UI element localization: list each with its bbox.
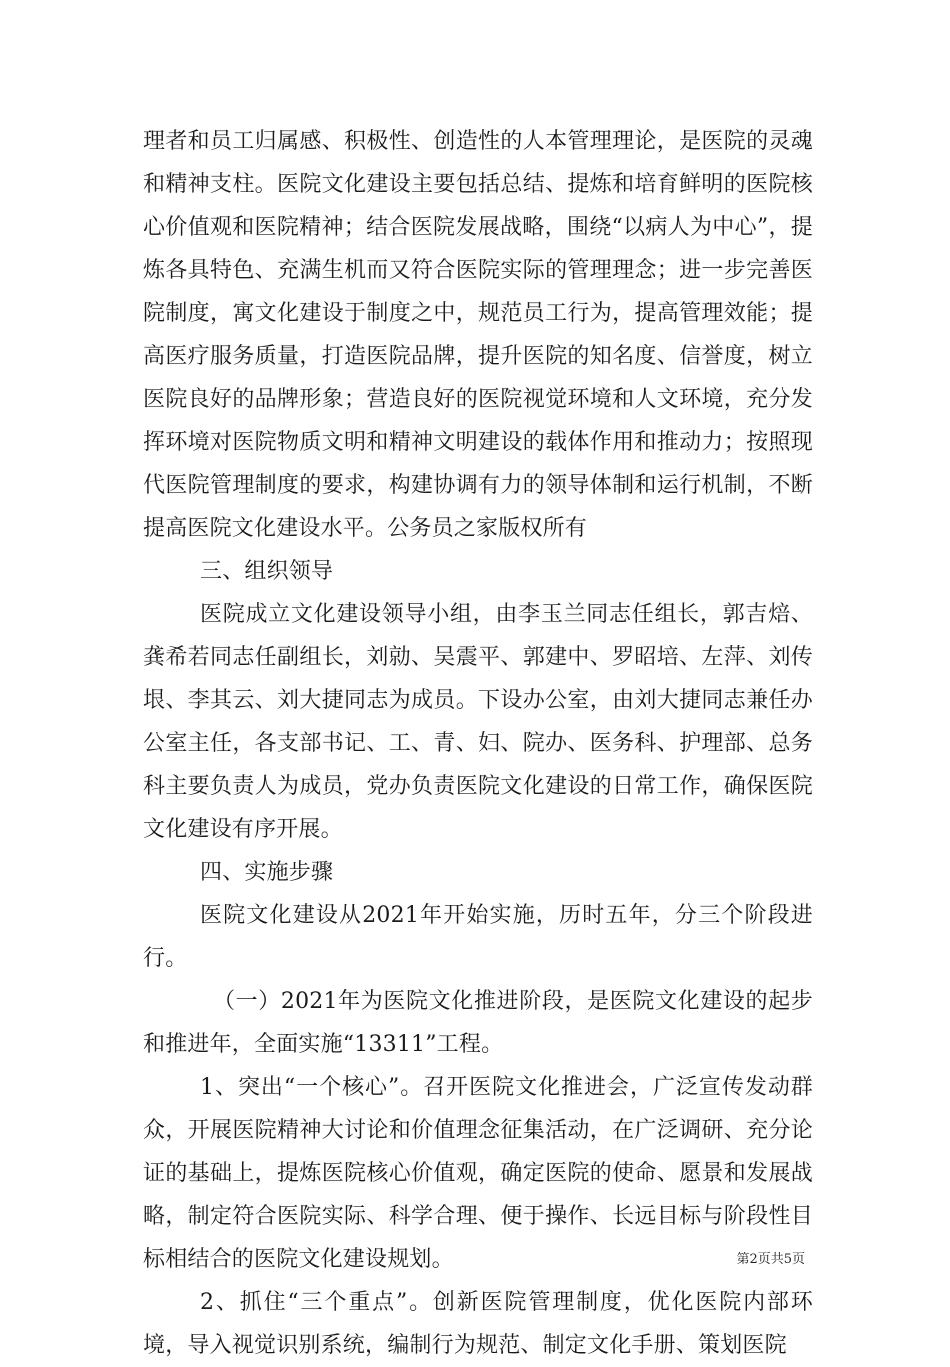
section-heading-steps: 四、实施步骤 [200, 860, 334, 885]
page-number: 第2页共5页 [736, 1252, 805, 1267]
paragraph-steps-intro: 医院文化建设从2021年开始实施，历时五年，分三个阶段进行。 [143, 903, 813, 971]
paragraph-phase-one: （一）2021年为医院文化推进阶段，是医院文化建设的起步和推进年，全面实施“13311”工程。 [143, 989, 813, 1057]
paragraph-item-one: 1、突出“一个核心”。召开医院文化推进会，广泛宣传发动群众，开展医院精神大讨论和价值理念征集活动，在广泛调研、充分论证的基础上，提炼医院核心价值观，确定医院的使命、愿景和发展战略，制定符合医院实际、科学合理、便于操作、长远目标与阶段性目标相结合的医院文化建设规划。 [143, 1075, 813, 1272]
document-body [143, 120, 813, 1367]
paragraph-item-two: 2、抓住“三个重点”。创新医院管理制度，优化医院内部环境，导入视觉识别系统，编制行为规范、制定文化手册、策划医院 [143, 1290, 813, 1358]
paragraph-organization: 医院成立文化建设领导小组，由李玉兰同志任组长，郭吉焙、龚希若同志任副组长，刘勍、吴震平、郭建中、罗昭培、左萍、刘传垠、李其云、刘大捷同志为成员。下设办公室，由刘大捷同志兼任办公室主任，各支部书记、工、青、妇、院办、医务科、护理部、总务科主要负责人为成员，党办负责医院文化建设的日常工作，确保医院文化建设有序开展。 [143, 602, 813, 842]
section-heading-organization: 三、组织领导 [200, 559, 334, 584]
paragraph-continued: 理者和员工归属感、积极性、创造性的人本管理理论，是医院的灵魂和精神支柱。医院文化建设主要包括总结、提炼和培育鲜明的医院核心价值观和医院精神；结合医院发展战略，围绕“以病人为中心”，提炼各具特色、充满生机而又符合医院实际的管理理念；进一步完善医院制度，寓文化建设于制度之中，规范员工行为，提高管理效能；提高医疗服务质量，打造医院品牌，提升医院的知名度、信誉度，树立医院良好的品牌形象；营造良好的医院视觉环境和人文环境，充分发挥环境对医院物质文明和精神文明建设的载体作用和推动力；按照现代医院管理制度的要求，构建协调有力的领导体制和运行机制，不断提高医院文化建设水平。公务员之家版权所有 [143, 129, 813, 541]
